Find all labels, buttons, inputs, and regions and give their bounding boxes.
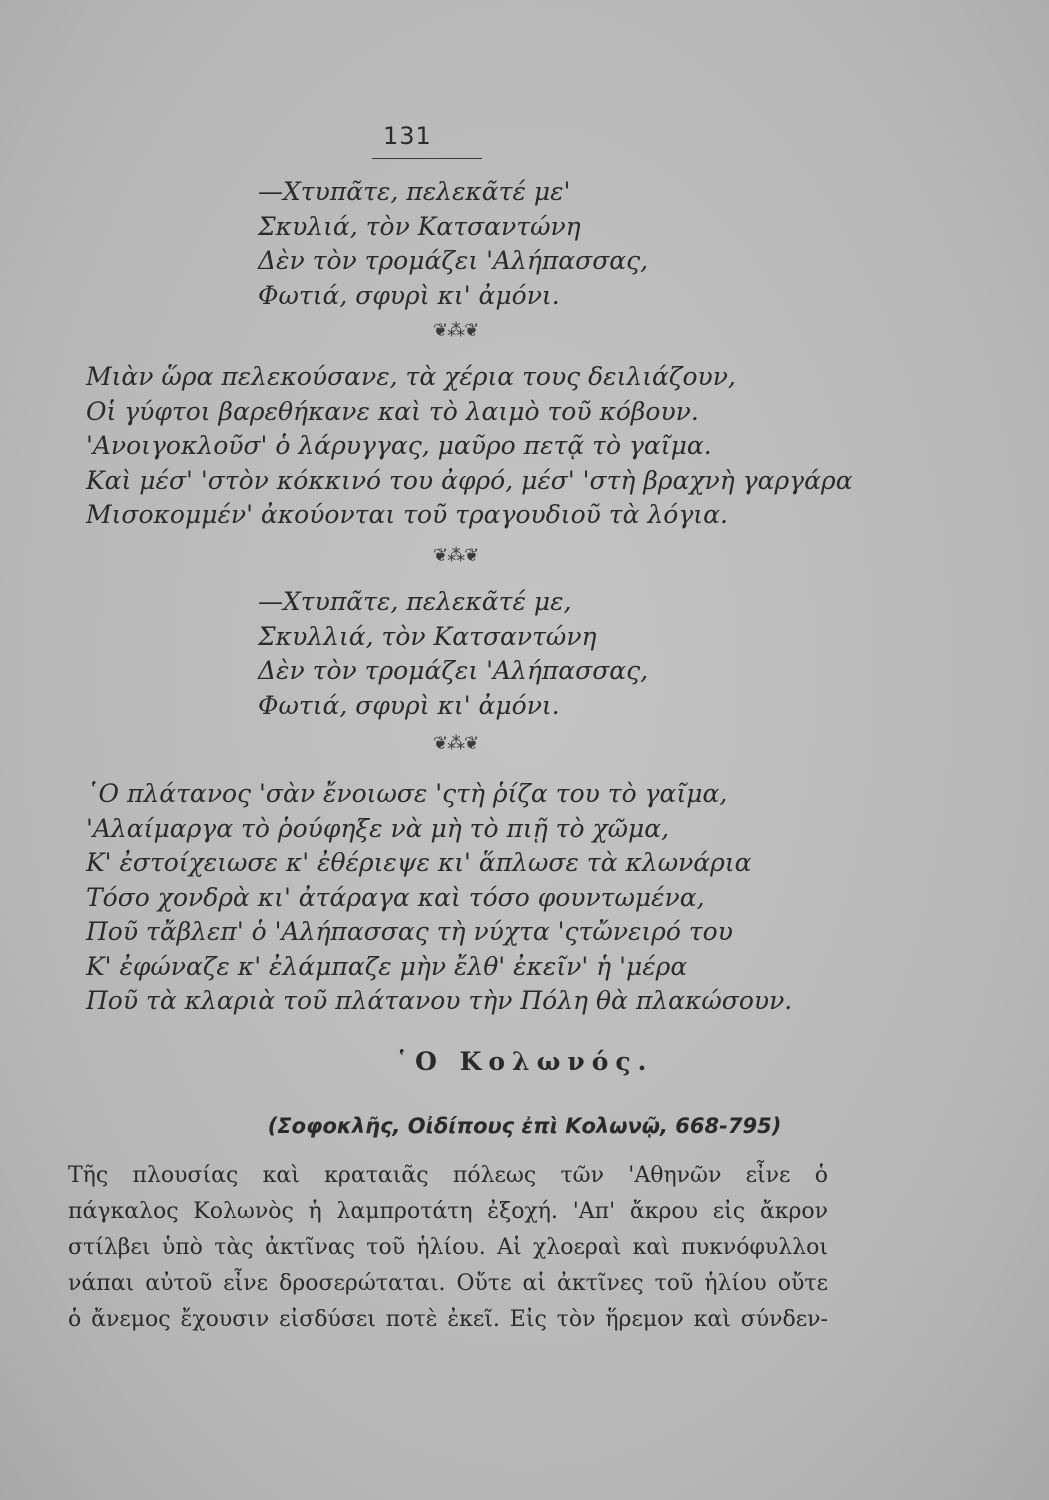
prose-line: στίλβει ὑπὸ τὰς ἀκτῖνας τοῦ ἡλίου. Αἱ χλοεραὶ καὶ πυκνόφυλλοι — [68, 1235, 828, 1260]
verse-line: Ποῦ τἄβλεπ' ὁ 'Αλήπασσας τὴ νύχτα 'ςτὤνειρό του — [86, 917, 733, 946]
verse-line: Οἱ γύφτοι βαρεθήκανε καὶ τὸ λαιμὸ τοῦ κόβουν. — [86, 396, 699, 426]
verse-line: Δὲν τὸν τρομάζει 'Αλήπασσας, — [258, 656, 649, 685]
page-number-rule — [372, 158, 482, 159]
stanza-2 — [86, 777, 792, 1019]
verse-line: Σκυλλιά, τὸν Κατσαντώνη — [258, 621, 597, 651]
page-number: 131 — [383, 122, 432, 150]
refrain-verse-1 — [258, 175, 648, 313]
verse-line: Κ' ἐστοίχειωσε κ' ἐθέριεψε κι' ἅπλωσε τὰ κλωνάρια — [86, 848, 752, 877]
verse-line: Φωτιά, σφυρὶ κι' ἀμόνι. — [258, 280, 560, 310]
verse-line: Δὲν τὸν τρομάζει 'Αλήπασσας, — [258, 246, 649, 275]
verse-line: Καὶ μέσ' 'στὸν κόκκινό του ἀφρό, μέσ' 'στὴ βραχνὴ γαργάρα — [86, 465, 853, 495]
verse-line: ῾Ο πλάτανος 'σὰν ἔνοιωσε 'ςτὴ ῥίζα του τὸ γαῖμα, — [86, 779, 728, 808]
stanza-1 — [86, 360, 853, 533]
prose-line: νάπαι αὐτοῦ εἶνε δροσερώταται. Οὔτε αἱ ἀκτῖνες τοῦ ἡλίου οὔτε — [68, 1271, 828, 1296]
verse-line: Κ' ἐφώναζε κ' ἐλάμπαζε μὴν ἔλθ' ἐκεῖν' ἡ 'μέρα — [86, 951, 688, 981]
section-title: ῾Ο Κολωνός. — [395, 1047, 654, 1076]
refrain-verse-2 — [258, 585, 648, 723]
section-source: (Σοφοκλῆς, Οἰδίπους ἐπὶ Κολωνῷ, 668-795) — [267, 1114, 782, 1138]
prose-paragraph — [68, 1158, 828, 1338]
prose-line: πάγκαλος Κολωνὸς ἡ λαμπροτάτη ἐξοχή. 'Απ' ἄκρου εἰς ἄκρον — [68, 1199, 828, 1224]
verse-line: Φωτιά, σφυρὶ κι' ἀμόνι. — [258, 690, 560, 720]
fleuron-ornament-icon: ❦⁂❦ — [433, 733, 479, 754]
verse-line: Μισοκομμέν' ἀκούονται τοῦ τραγουδιοῦ τὰ λόγια. — [86, 500, 728, 529]
verse-line: 'Ανοιγοκλοῦσ' ὁ λάρυγγας, μαῦρο πετᾷ τὸ γαῖμα. — [86, 431, 712, 460]
fleuron-ornament-icon: ❦⁂❦ — [433, 320, 479, 341]
verse-line: —Χτυπᾶτε, πελεκᾶτέ με, — [258, 587, 572, 616]
verse-line: Τόσο χονδρὰ κι' ἀτάραγα καὶ τόσο φουντωμένα, — [86, 882, 705, 912]
verse-line: Σκυλιά, τὸν Κατσαντώνη — [258, 211, 581, 241]
prose-line: ὁ ἄνεμος ἔχουσιν εἰσδύσει ποτὲ ἐκεῖ. Εἰς τὸν ἥρεμον καὶ σύνδεν- — [68, 1307, 828, 1332]
verse-line: Ποῦ τὰ κλαριὰ τοῦ πλάτανου τὴν Πόλη θὰ πλακώσουν. — [86, 986, 793, 1015]
prose-line: Τῆς πλουσίας καὶ κραταιᾶς πόλεως τῶν 'Αθηνῶν εἶνε ὁ — [68, 1163, 828, 1188]
verse-line: 'Αλαίμαργα τὸ ῥούφηξε νὰ μὴ τὸ πιῇ τὸ χῶμα, — [86, 813, 670, 843]
verse-line: —Χτυπᾶτε, πελεκᾶτέ με' — [258, 177, 571, 206]
fleuron-ornament-icon: ❦⁂❦ — [433, 545, 479, 566]
verse-line: Μιὰν ὥρα πελεκούσανε, τὰ χέρια τους δειλιάζουν, — [86, 362, 736, 391]
